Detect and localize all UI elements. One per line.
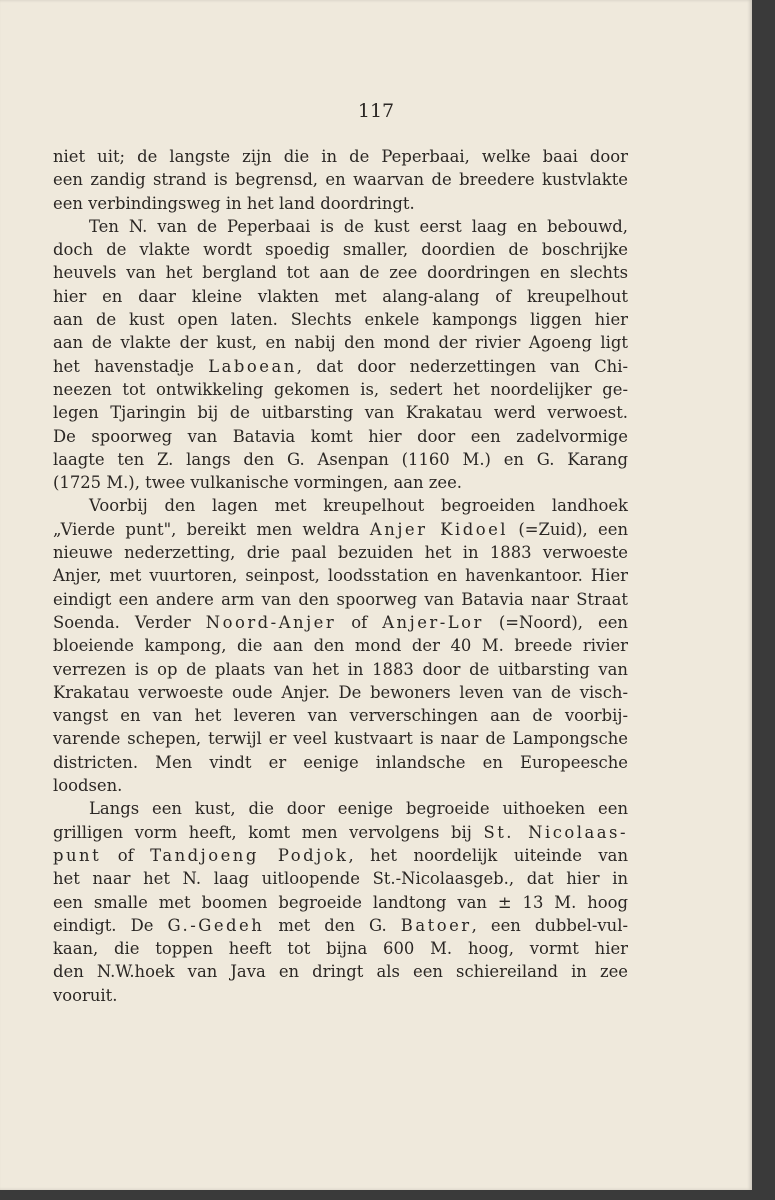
text-line: Voorbij den lagen met kreupelhout begroeiden landhoek — [89, 496, 628, 516]
text-line: De spoorweg van Batavia komt hier door een zadelvormige — [53, 426, 628, 446]
text-line: het naar het N. laag uitloopende St.-Nicolaasgeb., dat hier in — [53, 869, 628, 889]
page-number: 117 — [357, 100, 395, 122]
text-line: loodsen. — [53, 776, 123, 796]
text-line: een zandig strand is begrensd, en waarvan de breedere kustvlakte — [53, 170, 628, 190]
place-name: Anjer Kidoel — [369, 519, 509, 539]
text-line: verrezen is op de plaats van het in 1883 door de uitbarsting van — [53, 659, 628, 679]
text-line: den N.W.hoek van Java en dringt als een schiereiland in zee — [53, 962, 628, 982]
text-line: een verbindingsweg in het land doordringt. — [53, 193, 415, 213]
text-line: laagte ten Z. langs den G. Asenpan (1160 M.) en G. Karang — [53, 449, 628, 469]
text-line: legen Tjaringin bij de uitbarsting van Krakatau werd verwoest. — [53, 403, 628, 423]
place-name: Batoer — [400, 915, 472, 935]
text-line: aan de kust open laten. Slechts enkele kampongs liggen hier — [53, 310, 628, 330]
text-line: aan de vlakte der kust, en nabij den mond der rivier Agoeng ligt — [53, 333, 628, 353]
text-line: Langs een kust, die door eenige begroeide uithoeken een — [89, 799, 628, 819]
place-name: Laboean — [208, 356, 297, 376]
place-name: Tandjoeng Podjok — [150, 845, 349, 865]
text-line: kaan, die toppen heeft tot bijna 600 M. hoog, vormt hier — [53, 939, 628, 959]
place-name: punt — [53, 845, 102, 865]
text-line: een smalle met boomen begroeide landtong van ± 13 M. hoog — [53, 892, 628, 912]
text-line: eindigt. De G.-Gedeh met den G. Batoer, een dubbel-vul- — [53, 915, 628, 935]
place-name: Noord-Anjer — [205, 612, 337, 632]
text-line: vangst en van het leveren van ververschingen aan de voorbij- — [53, 706, 628, 726]
text-line: bloeiende kampong, die aan den mond der 40 M. breede rivier — [53, 636, 628, 656]
text-line: punt of Tandjoeng Podjok, het noordelijk uiteinde van — [53, 845, 629, 865]
text-line: (1725 M.), twee vulkanische vormingen, aan zee. — [53, 473, 462, 493]
text-line: Anjer, met vuurtoren, seinpost, loodsstation en havenkantoor. Hier — [53, 566, 628, 586]
text-line: „Vierde punt", bereikt men weldra Anjer Kidoel (=Zuid), een — [53, 519, 628, 539]
text-line: vooruit. — [53, 985, 118, 1005]
body-text — [53, 145, 628, 1007]
text-line: doch de vlakte wordt spoedig smaller, doordien de boschrijke — [53, 240, 628, 260]
text-line: eindigt een andere arm van den spoorweg van Batavia naar Straat — [53, 589, 628, 609]
text-line: hier en daar kleine vlakten met alang-alang of kreupelhout — [53, 286, 628, 306]
text-line: districten. Men vindt er eenige inlandsche en Europeesche — [53, 752, 628, 772]
text-line: varende schepen, terwijl er veel kustvaart is naar de Lampongsche — [53, 729, 628, 749]
text-line: heuvels van het bergland tot aan de zee doordringen en slechts — [53, 263, 628, 283]
place-name: G.-Gedeh — [167, 915, 265, 935]
text-line: het havenstadje Laboean, dat door nederzettingen van Chi- — [53, 356, 628, 376]
text-line: Krakatau verwoeste oude Anjer. De bewoners leven van de visch- — [53, 682, 628, 702]
text-line: neezen tot ontwikkeling gekomen is, sedert het noordelijker ge- — [53, 379, 628, 399]
text-line: grilligen vorm heeft, komt men vervolgens bij St. Nicolaas- — [53, 822, 628, 842]
text-line: Ten N. van de Peperbaai is de kust eerst laag en bebouwd, — [89, 216, 628, 236]
text-line: nieuwe nederzetting, drie paal bezuiden het in 1883 verwoeste — [53, 543, 628, 563]
text-line: Soenda. Verder Noord-Anjer of Anjer-Lor (=Noord), een — [53, 612, 628, 632]
text-line: niet uit; de langste zijn die in de Peperbaai, welke baai door — [53, 147, 628, 166]
place-name: St. Nicolaas- — [483, 822, 628, 842]
place-name: Anjer-Lor — [382, 612, 484, 632]
